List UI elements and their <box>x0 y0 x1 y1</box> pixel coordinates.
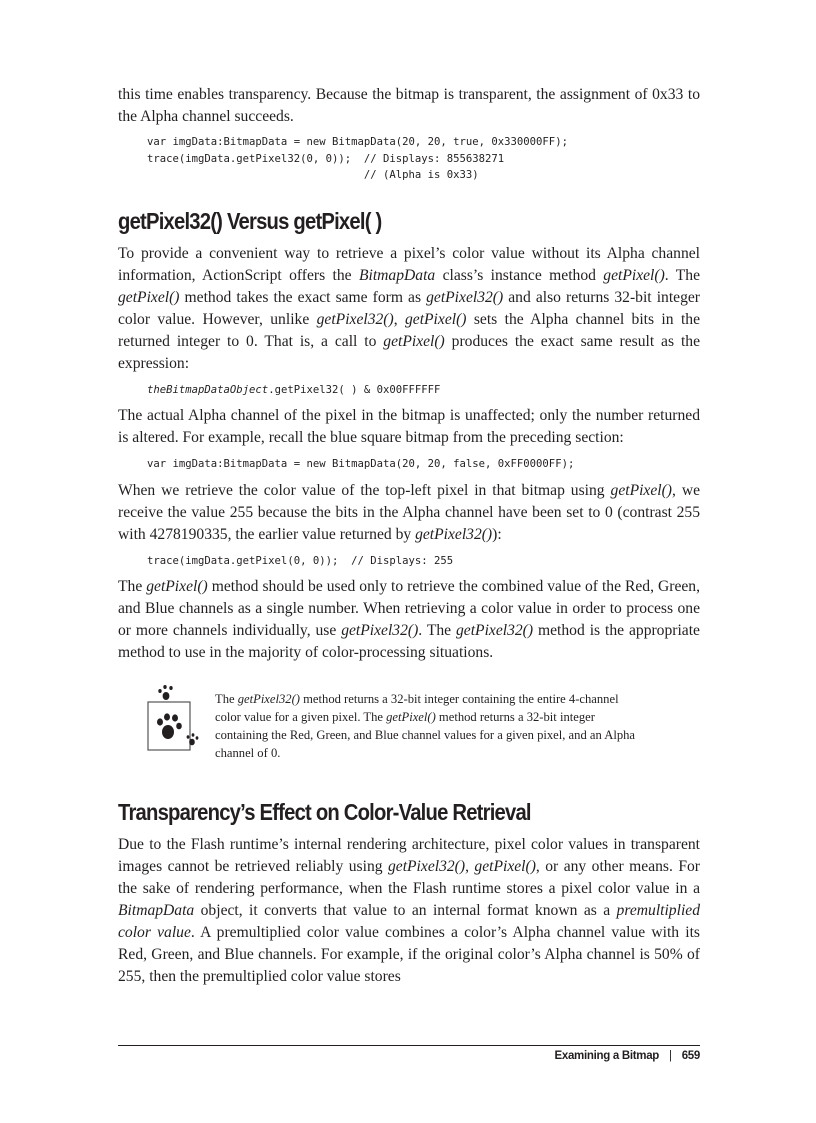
paragraph-getpixel-usage: The getPixel() method should be used only to retrieve the combined value of the Red, Green, and Blue channels as a single number. When retrieving a color value in order to process one or more channels individually, use getPixel32(). The getPixel32() method is the appropriate method to use in the majority of color-processing situations. <box>118 578 700 661</box>
paragraph-premultiplied: Due to the Flash runtime’s internal rendering architecture, pixel color values in transparent images cannot be retrieved reliably using getPixel32(), getPixel(), or any other means. For the sake of rendering performance, when the Flash runtime stores a pixel color value in a BitmapData object, it converts that value to an internal format known as a premultiplied color value. A premultiplied color value combines a color’s Alpha channel value with its Red, Green, and Blue channels. For example, if the original color’s Alpha channel is 50% of 255, then the premultiplied color value stores <box>118 836 701 985</box>
code-block-1 <box>118 134 700 184</box>
footer-separator: | <box>669 1050 672 1062</box>
code-block-3: var imgData:BitmapData = new BitmapData(20, 20, false, 0xFF0000FF); <box>147 458 575 470</box>
paragraph-alpha-unaffected: The actual Alpha channel of the pixel in the bitmap is unaffected; only the number returned is altered. For example, recall the blue square bitmap from the preceding section: <box>118 407 700 446</box>
footer-chapter-title: Examining a Bitmap <box>554 1050 660 1062</box>
code-line: var imgData:BitmapData = new BitmapData(20, 20, true, 0x330000FF); <box>147 136 568 148</box>
note-box <box>118 680 700 770</box>
code-block-2: theBitmapDataObject.getPixel32( ) & 0x00FFFFFF <box>147 383 441 396</box>
section-heading-transparency: Transparency’s Effect on Color-Value Retrieval <box>118 799 531 825</box>
paw-print-note-icon <box>144 682 204 764</box>
intro-paragraph: this time enables transparency. Because the bitmap is transparent, the assignment of 0x33 to the Alpha channel succeeds. <box>118 86 700 125</box>
footer-rule <box>118 1045 700 1046</box>
code-block-4: trace(imgData.getPixel(0, 0)); // Displays: 255 <box>147 554 454 567</box>
note-text: The getPixel32() method returns a 32-bit integer containing the entire 4-channel color value for a given pixel. The getPixel() method returns a 32-bit integer containing the Red, Green, and Blue channel values for a given pixel, and an Alpha channel of 0. <box>215 692 636 760</box>
page-footer <box>555 1050 701 1062</box>
code-line: trace(imgData.getPixel32(0, 0)); // Displays: 855638271 <box>147 152 505 165</box>
paragraph-top-left-pixel: When we retrieve the color value of the top-left pixel in that bitmap using getPixel(), we receive the value 255 because the bits in the Alpha channel have been set to 0 (contrast 255 with 4278190335, the earlier value returned by getPixel32()): <box>118 481 701 543</box>
paragraph-getpixel-intro: To provide a convenient way to retrieve a pixel’s color value without its Alpha channel information, ActionScript offers the BitmapData class’s instance method getPixel(). The getPixel() method takes the exact same form as getPixel32() and also returns 32-bit integer color value. However, unlike getPixel32(), getPixel() sets the Alpha channel bits in the returned integer to 0. That is, a call to getPixel() produces the exact same result as the expression: <box>118 244 701 372</box>
code-line: // (Alpha is 0x33) <box>147 169 479 181</box>
section-heading-getpixel: getPixel32() Versus getPixel( ) <box>118 207 382 234</box>
footer-page-number: 659 <box>681 1050 700 1062</box>
page-body <box>118 84 700 988</box>
